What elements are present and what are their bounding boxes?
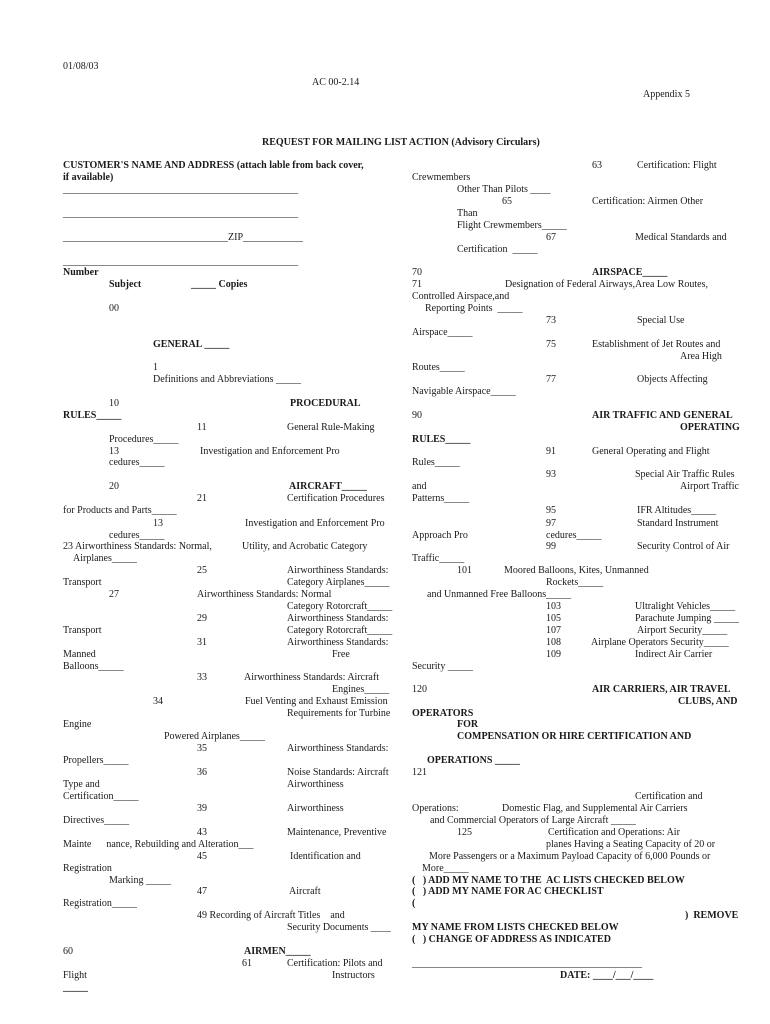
item-subject: 49 Recording of Aircraft Titles and (197, 910, 345, 921)
item-number: 77 (546, 374, 556, 385)
item-subject-cont: Airworthiness (287, 779, 344, 790)
item-number: 39 (197, 803, 207, 814)
item-subject-cont: Utility, and Acrobatic Category (242, 541, 368, 552)
item-subject-cont: Certification_____ (63, 791, 139, 802)
section-heading-cont: CLUBS, AND (678, 696, 738, 707)
signature-line[interactable]: ______________________________________________ (412, 958, 642, 969)
item-subject: Certification and Operations: Air (548, 827, 680, 838)
item-subject: Definitions and Abbreviations _____ (153, 374, 302, 385)
item-number: 70 (412, 267, 422, 278)
section-heading: AIR TRAFFIC AND GENERAL (592, 410, 733, 421)
item-subject-cont: Operations: (412, 803, 459, 814)
item-subject: Objects Affecting (637, 374, 708, 385)
section-heading-cont: COMPENSATION OR HIRE CERTIFICATION AND (457, 731, 692, 742)
item-subject: Investigation and Enforcement Pro (245, 518, 385, 529)
item-number: 73 (546, 315, 556, 326)
item-subject: Special Air Traffic Rules (635, 469, 735, 480)
item-subject-cont: Patterns_____ (412, 493, 470, 504)
item-number: 125 (457, 827, 472, 838)
item-subject-cont: More Passengers or a Maximum Payload Capacity of 6,000 Pounds or (429, 851, 711, 862)
item-number: 71 (412, 279, 422, 290)
item-subject-cont: Navigable Airspace_____ (412, 386, 516, 397)
item-subject: Airworthiness Standards: (287, 565, 389, 576)
section-heading: PROCEDURAL (290, 398, 361, 409)
item-number: 47 (197, 886, 207, 897)
change-of-address-checkbox[interactable]: ( ) CHANGE OF ADDRESS AS INDICATED (412, 934, 611, 945)
item-number: 120 (412, 684, 427, 695)
item-subject-cont: Transport (63, 577, 102, 588)
item-number: 31 (197, 637, 207, 648)
item-number: 21 (197, 493, 207, 504)
item-subject: Airworthiness Standards: (287, 637, 389, 648)
item-number: 99 (546, 541, 556, 552)
item-subject-cont: cedures_____ (546, 530, 602, 541)
number-column-header: Number (63, 267, 99, 278)
section-heading: AIRSPACE_____ (592, 267, 668, 278)
item-number: 93 (546, 469, 556, 480)
item-subject-cont: Other Than Pilots ____ (457, 184, 551, 195)
item-subject: Noise Standards: Aircraft (287, 767, 389, 778)
item-subject-cont: Engines_____ (332, 684, 390, 695)
item-subject-cont: Airport Traffic (680, 481, 739, 492)
item-number: 13 (109, 446, 119, 457)
customer-name-heading-cont: if available) (63, 172, 114, 183)
address-line-2[interactable]: _______________________________________________ (63, 208, 298, 219)
item-subject-cont: Requirements for Turbine (287, 708, 391, 719)
section-heading-cont: OPERATORS (412, 708, 474, 719)
item-subject-cont: Approach Pro (412, 530, 468, 541)
item-subject-cont: Security Documents ____ (287, 922, 391, 933)
item-subject-cont: Transport (63, 625, 102, 636)
section-heading: AIRCRAFT_____ (289, 481, 367, 492)
item-subject-cont: Category Rotorcraft_____ (287, 625, 393, 636)
item-subject-cont: Security _____ (412, 661, 473, 672)
item-subject: Identification and (290, 851, 361, 862)
item-number: 43 (197, 827, 207, 838)
remove-name-checkbox-open[interactable]: ( (412, 898, 416, 909)
section-heading: GENERAL _____ (153, 339, 230, 350)
item-subject-cont: Airplanes_____ (73, 553, 137, 564)
address-line-4[interactable]: _______________________________________________ (63, 256, 298, 267)
item-subject-cont: and (412, 481, 427, 492)
item-subject: General Operating and Flight (592, 446, 710, 457)
item-subject-cont: Rockets_____ (546, 577, 604, 588)
item-subject: Ultralight Vehicles_____ (635, 601, 736, 612)
item-subject: Parachute Jumping _____ (635, 613, 739, 624)
item-number: 121 (412, 767, 427, 778)
item-subject: Fuel Venting and Exhaust Emission (245, 696, 388, 707)
item-subject: Airworthiness (287, 803, 344, 814)
item-subject: Certification: Pilots and (287, 958, 383, 969)
item-number: 75 (546, 339, 556, 350)
header-appendix: Appendix 5 (643, 89, 690, 100)
item-subject-cont: planes Having a Seating Capacity of 20 or (546, 839, 716, 850)
item-subject-cont: Rules_____ (412, 457, 460, 468)
item-subject: Establishment of Jet Routes and (592, 339, 721, 350)
item-number: 101 (457, 565, 472, 576)
item-subject-cont: Directives_____ (63, 815, 130, 826)
item-subject-cont: Marking _____ (109, 875, 171, 886)
item-subject-cont: Manned (63, 649, 96, 660)
item-number: 91 (546, 446, 556, 457)
item-number: 11 (197, 422, 207, 433)
item-subject: Airworthiness Standards: Aircraft (244, 672, 379, 683)
item-subject-cont: Domestic Flag, and Supplemental Air Carriers (502, 803, 688, 814)
item-subject: Certification and (635, 791, 703, 802)
section-heading-cont: RULES_____ (412, 434, 471, 445)
item-subject: Certification Procedures (287, 493, 385, 504)
section-heading: AIR CARRIERS, AIR TRAVEL (592, 684, 731, 695)
remove-name-label-cont: MY NAME FROM LISTS CHECKED BELOW (412, 922, 619, 933)
item-subject-cont: Reporting Points _____ (425, 303, 523, 314)
item-subject: Airport Security_____ (637, 625, 728, 636)
item-subject: Certification: Flight (637, 160, 717, 171)
date-field[interactable]: DATE: ____/___/____ (560, 970, 654, 981)
item-subject: Designation of Federal Airways,Area Low Routes, (505, 279, 709, 290)
item-subject: Indirect Air Carrier (635, 649, 713, 660)
item-subject-cont: Procedures_____ (109, 434, 179, 445)
item-number: 95 (546, 505, 556, 516)
item-subject: Airplane Operators Security_____ (591, 637, 729, 648)
item-subject-cont: cedures_____ (109, 457, 165, 468)
item-subject-cont: Registration (63, 863, 112, 874)
item-subject: Security Control of Air (637, 541, 730, 552)
item-subject-cont: Area High (680, 351, 722, 362)
item-number: 61 (242, 958, 252, 969)
item-subject: Investigation and Enforcement Pro (200, 446, 340, 457)
header-ac-number: AC 00-2.14 (312, 77, 360, 88)
item-subject-cont: Category Rotorcraft_____ (287, 601, 393, 612)
item-number: 1 (153, 362, 158, 373)
item-subject-cont: Crewmembers (412, 172, 471, 183)
item-number: 45 (197, 851, 207, 862)
item-number: 35 (197, 743, 207, 754)
address-zip-line[interactable]: _________________________________ZIP____________ (63, 232, 303, 243)
item-subject-cont: More_____ (422, 863, 469, 874)
item-subject-cont: Certification _____ (457, 244, 538, 255)
item-subject: Medical Standards and (635, 232, 727, 243)
item-subject-cont: Airspace_____ (412, 327, 473, 338)
item-number: 34 (153, 696, 163, 707)
item-number: 107 (546, 625, 561, 636)
item-subject-cont: Engine (63, 719, 92, 730)
item-number: 33 (197, 672, 207, 683)
item-subject-cont: Category Airplanes_____ (287, 577, 390, 588)
item-subject: Special Use (637, 315, 685, 326)
item-number: 67 (546, 232, 556, 243)
item-number: 10 (109, 398, 119, 409)
item-subject-cont: and Unmanned Free Balloons_____ (427, 589, 572, 600)
item-subject-cont: Controlled Airspace,and (412, 291, 510, 302)
item-subject-cont: Flight (63, 970, 87, 981)
item-number: 36 (197, 767, 207, 778)
item-subject-cont: Mainte nance, Rebuilding and Alteration___ (63, 839, 254, 850)
add-to-ac-lists-checkbox[interactable]: ( ) ADD MY NAME TO THE AC LISTS CHECKED BELOW (412, 875, 685, 886)
section-heading-cont: RULES_____ (63, 410, 122, 421)
item-number: 90 (412, 410, 422, 421)
item-subject: Maintenance, Preventive (287, 827, 387, 838)
form-title: REQUEST FOR MAILING LIST ACTION (Advisory Circulars) (262, 137, 540, 148)
item-subject-cont: Than (457, 208, 478, 219)
section-heading-cont: OPERATIONS _____ (427, 755, 520, 766)
item-subject: General Rule-Making (287, 422, 375, 433)
item-number: 97 (546, 518, 556, 529)
item-subject: Airworthiness Standards: (287, 743, 389, 754)
item-number: 29 (197, 613, 207, 624)
item-subject-cont: Powered Airplanes_____ (164, 731, 265, 742)
item-number: 13 (153, 518, 163, 529)
item-number: 65 (502, 196, 512, 207)
item-subject: Airworthiness Standards: (287, 613, 389, 624)
item-subject-cont: Propellers_____ (63, 755, 129, 766)
address-line-1[interactable]: _______________________________________________ (63, 184, 298, 195)
item-subject: Airworthiness Standards: Normal (197, 589, 332, 600)
item-number: 27 (109, 589, 119, 600)
copies-blank[interactable]: _____ (63, 982, 88, 993)
item-subject: 23 Airworthiness Standards: Normal, (63, 541, 212, 552)
item-subject: Aircraft (289, 886, 321, 897)
item-subject: Moored Balloons, Kites, Unmanned (504, 565, 649, 576)
item-subject-cont: Flight Crewmembers_____ (457, 220, 567, 231)
copies-column-header: _____ Copies (191, 279, 248, 290)
item-subject-cont: and Commercial Operators of Large Aircraft _____ (430, 815, 636, 826)
item-subject-cont: cedures_____ (109, 530, 165, 541)
section-heading: AIRMEN_____ (244, 946, 311, 957)
header-date: 01/08/03 (63, 61, 99, 72)
add-for-ac-checklist-checkbox[interactable]: ( ) ADD MY NAME FOR AC CHECKLIST (412, 886, 604, 897)
customer-name-heading: CUSTOMER'S NAME AND ADDRESS (attach lable from back cover, (63, 160, 364, 171)
item-subject: Standard Instrument (637, 518, 719, 529)
item-subject-cont: Instructors (332, 970, 375, 981)
item-subject-cont: Free (332, 649, 350, 660)
section-heading-cont: OPERATING (680, 422, 740, 433)
item-subject: IFR Altitudes_____ (637, 505, 717, 516)
item-number: 63 (592, 160, 602, 171)
item-subject-cont: Balloons_____ (63, 661, 124, 672)
item-number: 00 (109, 303, 119, 314)
subject-column-header: Subject (109, 279, 142, 290)
item-number: 108 (546, 637, 561, 648)
item-subject-cont: Registration_____ (63, 898, 137, 909)
item-number: 20 (109, 481, 119, 492)
item-number: 103 (546, 601, 561, 612)
item-subject-cont: for Products and Parts_____ (63, 505, 177, 516)
item-number: 60 (63, 946, 73, 957)
item-number: 109 (546, 649, 561, 660)
section-heading-cont: FOR (457, 719, 479, 730)
remove-name-label: ) REMOVE (685, 910, 739, 921)
item-subject: Certification: Airmen Other (592, 196, 704, 207)
item-number: 25 (197, 565, 207, 576)
item-subject-cont: Routes_____ (412, 362, 465, 373)
item-number: 105 (546, 613, 561, 624)
item-subject-cont: Traffic_____ (412, 553, 465, 564)
item-subject-cont: Type and (63, 779, 100, 790)
